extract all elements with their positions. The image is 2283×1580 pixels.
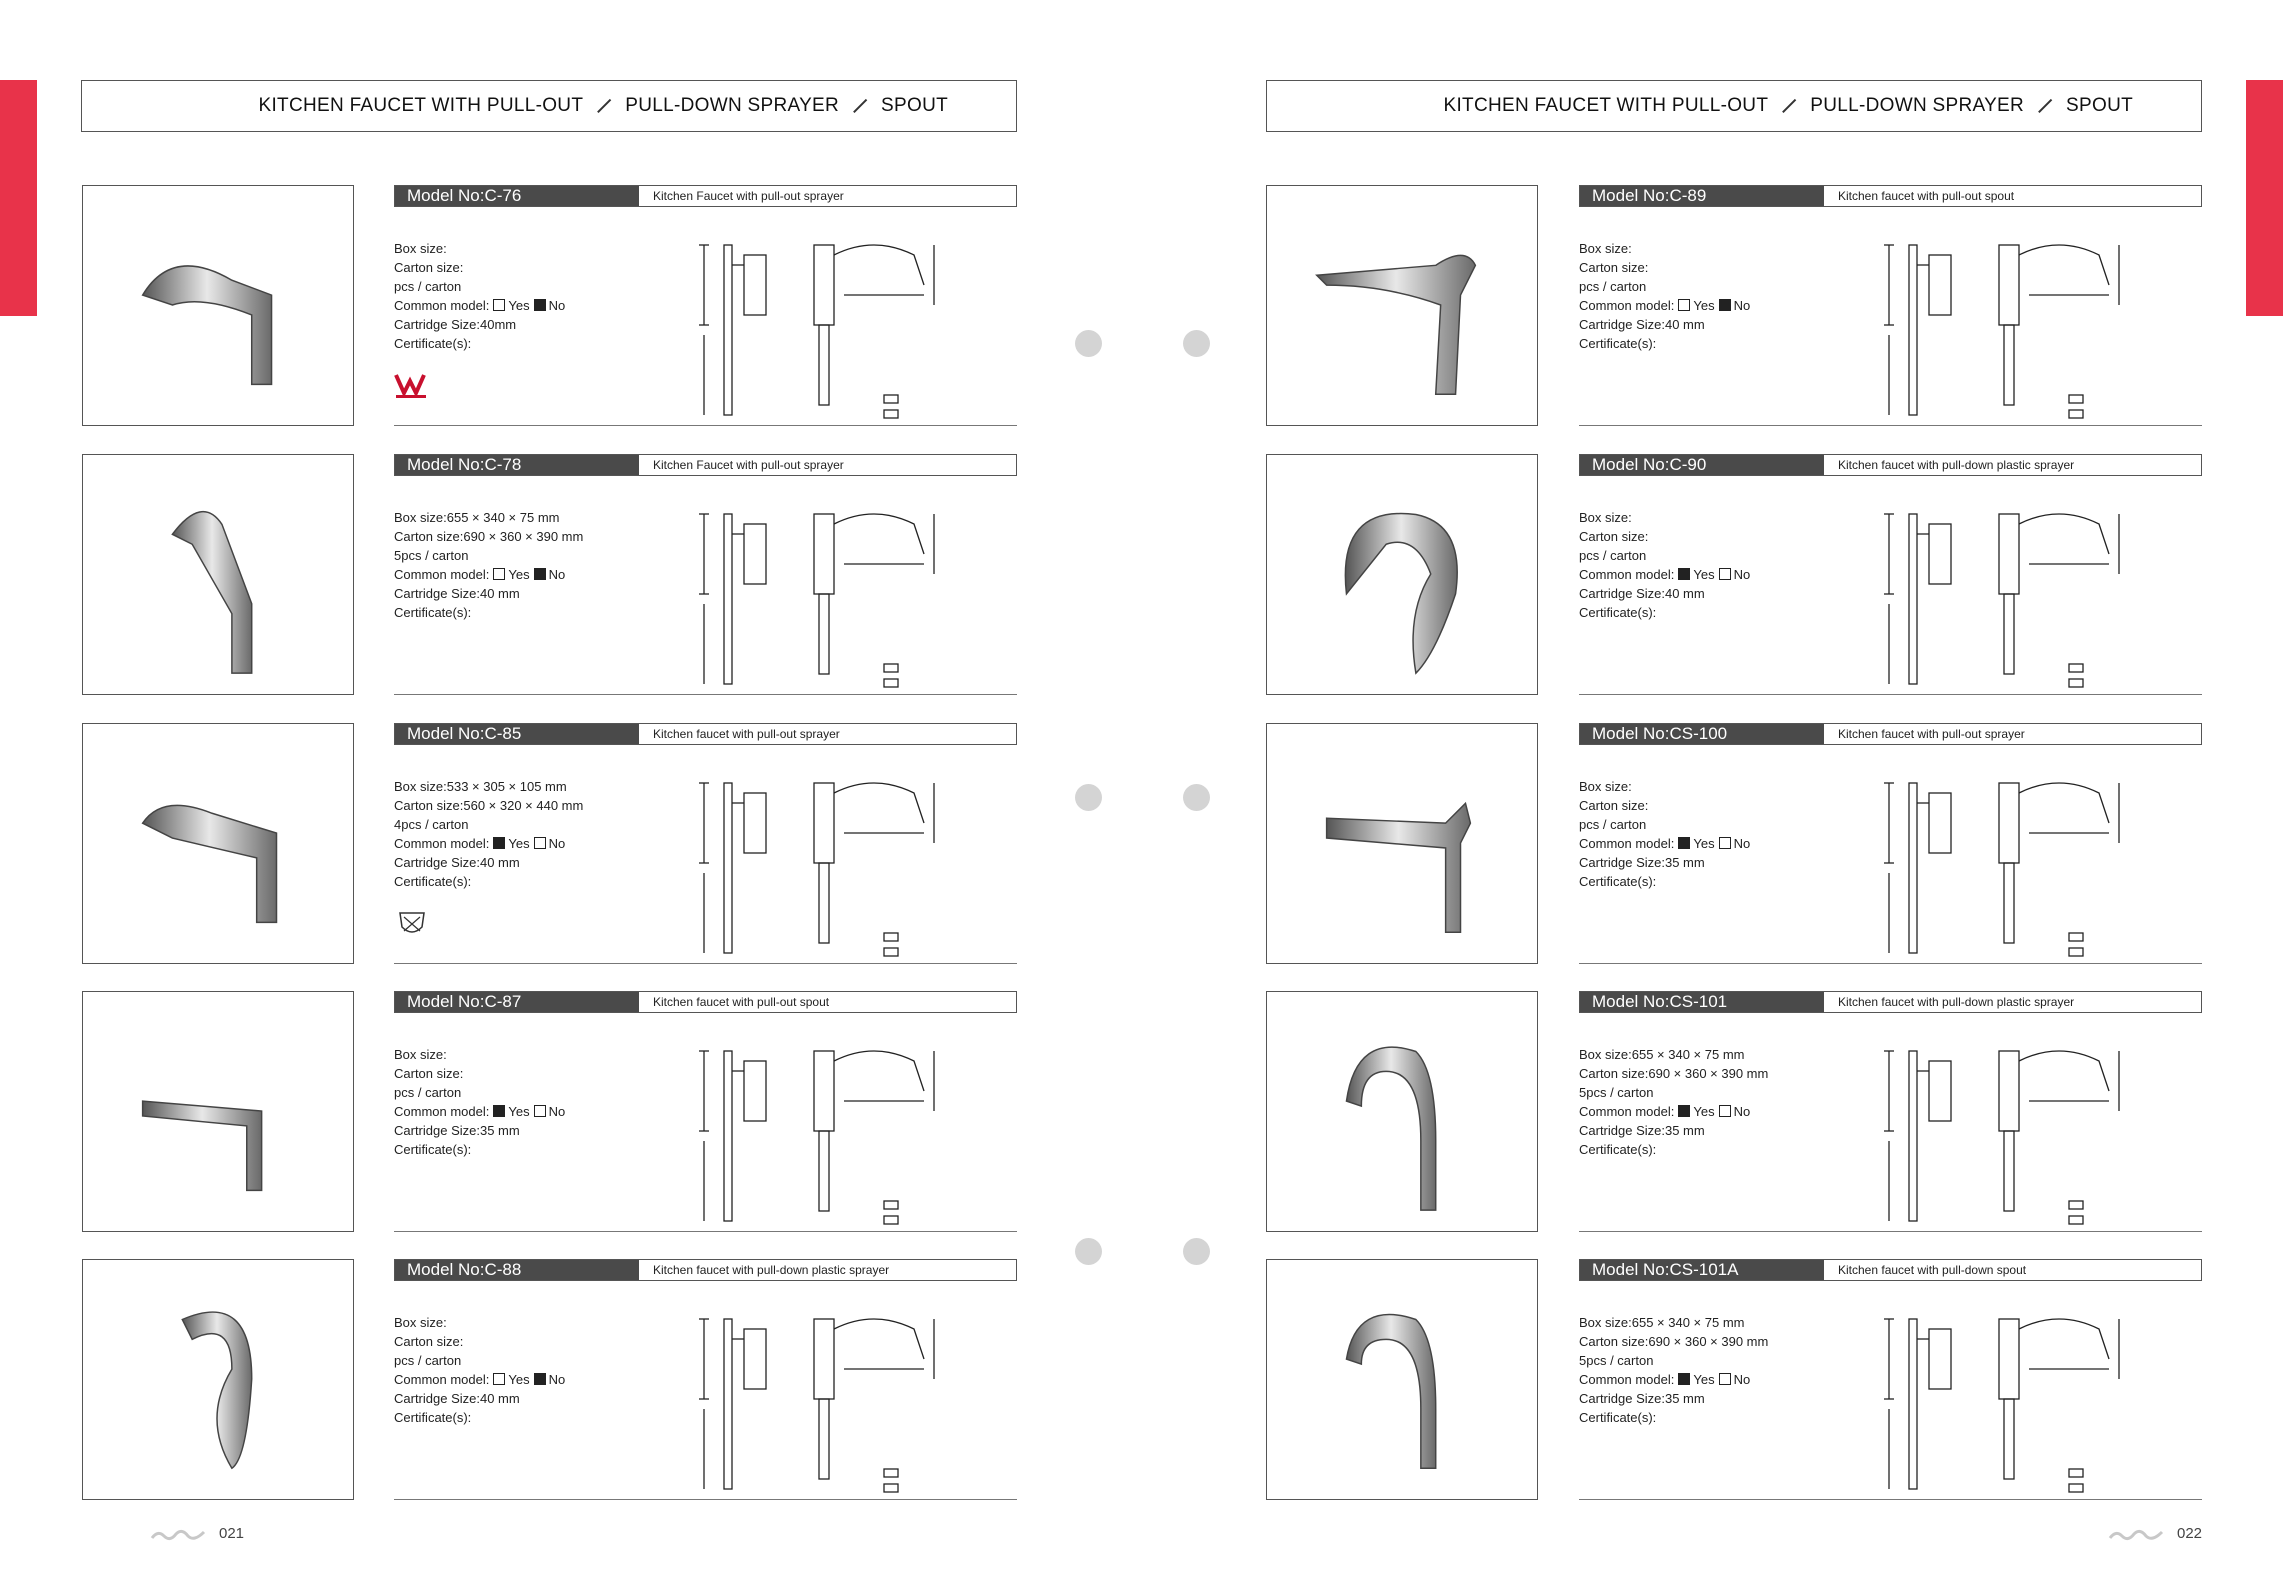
common-model-row: [1579, 1102, 1768, 1121]
pcs-per-carton: 5pcs / carton: [1579, 1085, 1654, 1100]
common-model-label: Common model:: [394, 1104, 490, 1119]
header-part-2: PULL-DOWN SPRAYER: [625, 95, 840, 116]
row-divider: [394, 694, 1017, 695]
box-size: Box size:: [394, 241, 447, 256]
spec-list: [1579, 1313, 1768, 1427]
common-model-row: [394, 1370, 565, 1389]
product-photo: [82, 991, 354, 1232]
carton-size: Carton size:690 × 360 × 390 mm: [1579, 1334, 1769, 1349]
model-number: Model No:C-85: [395, 724, 639, 744]
certificates: Certificate(s):: [1579, 336, 1657, 351]
pcs-per-carton: pcs / carton: [394, 1353, 462, 1368]
header-part-1: KITCHEN FAUCET WITH PULL-OUT: [1443, 95, 1769, 116]
yes-label: Yes: [1693, 1104, 1715, 1119]
yes-checkbox: [1678, 299, 1690, 311]
model-description: Kitchen Faucet with pull-out sprayer: [653, 458, 844, 472]
header-part-3: SPOUT: [881, 95, 948, 116]
model-number: Model No:CS-101A: [1580, 1260, 1824, 1280]
model-description: Kitchen faucet with pull-out spout: [1838, 189, 2015, 203]
spec-list: [394, 508, 583, 622]
spec-list: [394, 1313, 565, 1427]
no-label: No: [548, 298, 566, 313]
common-model-row: [1579, 1370, 1768, 1389]
box-size: Box size:: [1579, 510, 1632, 525]
no-checkbox: [1719, 837, 1731, 849]
common-model-label: Common model:: [1579, 298, 1675, 313]
technical-drawing: [684, 763, 984, 968]
technical-drawing: [684, 1299, 984, 1504]
yes-label: Yes: [508, 567, 530, 582]
box-size: Box size:655 × 340 × 75 mm: [394, 510, 560, 525]
no-label: No: [1733, 1104, 1751, 1119]
technical-drawing: [1869, 1299, 2169, 1504]
common-model-label: Common model:: [394, 836, 490, 851]
spec-list: [394, 1045, 565, 1159]
product-photo: [1266, 723, 1538, 964]
spec-list: [1579, 1045, 1768, 1159]
certificates: Certificate(s):: [394, 1142, 472, 1157]
no-checkbox: [534, 1373, 546, 1385]
yes-checkbox: [1678, 1105, 1690, 1117]
cartridge-size: Cartridge Size:40 mm: [1579, 317, 1705, 332]
pcs-per-carton: 5pcs / carton: [394, 548, 469, 563]
carton-size: Carton size:690 × 360 × 390 mm: [1579, 1066, 1769, 1081]
certificates: Certificate(s):: [1579, 605, 1657, 620]
no-checkbox: [1719, 1105, 1731, 1117]
header-part-1: KITCHEN FAUCET WITH PULL-OUT: [258, 95, 584, 116]
certificates: Certificate(s):: [394, 874, 472, 889]
yes-checkbox: [493, 568, 505, 580]
slash-separator: [1778, 95, 1800, 117]
model-title-bar: [394, 723, 1017, 745]
certificates: Certificate(s):: [394, 605, 472, 620]
technical-drawing: [684, 1031, 984, 1236]
model-title-bar: [394, 185, 1017, 207]
model-title-bar: [1579, 454, 2202, 476]
model-description: Kitchen faucet with pull-down spout: [1838, 1263, 2027, 1277]
no-checkbox: [534, 1105, 546, 1117]
no-checkbox: [534, 837, 546, 849]
brand-logo-mark: [2108, 1528, 2164, 1542]
no-checkbox: [1719, 1373, 1731, 1385]
common-model-row: [394, 565, 583, 584]
left-red-tab: [0, 80, 37, 316]
model-number: Model No:C-78: [395, 455, 639, 475]
common-model-label: Common model:: [1579, 1372, 1675, 1387]
cartridge-size: Cartridge Size:40 mm: [394, 586, 520, 601]
spec-list: [394, 239, 565, 353]
binding-dot: [1183, 1238, 1210, 1265]
cartridge-size: Cartridge Size:40 mm: [394, 855, 520, 870]
binding-dot: [1075, 330, 1102, 357]
cartridge-size: Cartridge Size:40 mm: [394, 1391, 520, 1406]
model-title-bar: [1579, 991, 2202, 1013]
product-photo: [82, 1259, 354, 1500]
yes-checkbox: [493, 837, 505, 849]
no-label: No: [548, 1372, 566, 1387]
row-divider: [1579, 1231, 2202, 1232]
pcs-per-carton: 5pcs / carton: [1579, 1353, 1654, 1368]
product-photo: [1266, 991, 1538, 1232]
product-photo: [1266, 454, 1538, 695]
technical-drawing: [1869, 763, 2169, 968]
page-number-right: 022: [2177, 1525, 2203, 1542]
box-size: Box size:655 × 340 × 75 mm: [1579, 1047, 1745, 1062]
model-number: Model No:CS-100: [1580, 724, 1824, 744]
no-label: No: [548, 567, 566, 582]
slash-separator: [2034, 95, 2056, 117]
product-photo: [82, 454, 354, 695]
binding-dot: [1183, 784, 1210, 811]
model-description: Kitchen faucet with pull-out sprayer: [653, 727, 840, 741]
model-number: Model No:C-87: [395, 992, 639, 1012]
common-model-row: [1579, 834, 1750, 853]
certificates: Certificate(s):: [1579, 874, 1657, 889]
no-checkbox: [1719, 568, 1731, 580]
model-title-bar: [394, 454, 1017, 476]
row-divider: [394, 1231, 1017, 1232]
watermark-logo: [394, 371, 434, 404]
carton-size: Carton size:: [1579, 529, 1649, 544]
carton-size: Carton size:: [394, 1066, 464, 1081]
slash-separator: [593, 95, 615, 117]
model-title-bar: [1579, 723, 2202, 745]
model-description: Kitchen faucet with pull-out spout: [653, 995, 830, 1009]
model-description: Kitchen faucet with pull-out sprayer: [1838, 727, 2025, 741]
carton-size: Carton size:560 × 320 × 440 mm: [394, 798, 584, 813]
product-photo: [1266, 1259, 1538, 1500]
box-size: Box size:655 × 340 × 75 mm: [1579, 1315, 1745, 1330]
product-photo: [82, 723, 354, 964]
spec-list: [1579, 239, 1750, 353]
no-checkbox: [1719, 299, 1731, 311]
model-description: Kitchen faucet with pull-down plastic sprayer: [653, 1263, 890, 1277]
box-size: Box size:: [1579, 241, 1632, 256]
certification-shield-logo: [394, 909, 430, 944]
pcs-per-carton: pcs / carton: [394, 1085, 462, 1100]
model-title-bar: [394, 1259, 1017, 1281]
pcs-per-carton: pcs / carton: [1579, 817, 1647, 832]
model-number: Model No:C-88: [395, 1260, 639, 1280]
pcs-per-carton: 4pcs / carton: [394, 817, 469, 832]
yes-checkbox: [1678, 837, 1690, 849]
certificates: Certificate(s):: [394, 1410, 472, 1425]
yes-label: Yes: [1693, 1372, 1715, 1387]
box-size: Box size:: [1579, 779, 1632, 794]
common-model-row: [394, 834, 583, 853]
yes-checkbox: [1678, 568, 1690, 580]
row-divider: [394, 963, 1017, 964]
common-model-label: Common model:: [394, 298, 490, 313]
yes-label: Yes: [508, 836, 530, 851]
header-part-2: PULL-DOWN SPRAYER: [1810, 95, 2025, 116]
common-model-row: [394, 1102, 565, 1121]
carton-size: Carton size:: [394, 260, 464, 275]
product-photo: [82, 185, 354, 426]
slash-separator: [849, 95, 871, 117]
model-number: Model No:C-76: [395, 186, 639, 206]
binding-dot: [1075, 784, 1102, 811]
yes-checkbox: [493, 299, 505, 311]
spec-list: [1579, 777, 1750, 891]
technical-drawing: [1869, 225, 2169, 430]
no-checkbox: [534, 568, 546, 580]
no-label: No: [548, 1104, 566, 1119]
common-model-label: Common model:: [394, 567, 490, 582]
carton-size: Carton size:690 × 360 × 390 mm: [394, 529, 584, 544]
common-model-label: Common model:: [1579, 836, 1675, 851]
model-title-bar: [1579, 1259, 2202, 1281]
row-divider: [1579, 425, 2202, 426]
common-model-label: Common model:: [394, 1372, 490, 1387]
header-part-3: SPOUT: [2066, 95, 2133, 116]
yes-checkbox: [493, 1105, 505, 1117]
certificates: Certificate(s):: [1579, 1410, 1657, 1425]
yes-label: Yes: [1693, 836, 1715, 851]
no-label: No: [1733, 836, 1751, 851]
box-size: Box size:: [394, 1315, 447, 1330]
pcs-per-carton: pcs / carton: [1579, 279, 1647, 294]
technical-drawing: [1869, 1031, 2169, 1236]
yes-label: Yes: [508, 1104, 530, 1119]
left-page-header: [81, 80, 1017, 132]
yes-label: Yes: [508, 1372, 530, 1387]
binding-dot: [1183, 330, 1210, 357]
row-divider: [394, 1499, 1017, 1500]
technical-drawing: [684, 494, 984, 699]
spec-list: [394, 777, 583, 891]
no-checkbox: [534, 299, 546, 311]
technical-drawing: [684, 225, 984, 430]
model-title-bar: [1579, 185, 2202, 207]
cartridge-size: Cartridge Size:35 mm: [1579, 1123, 1705, 1138]
model-description: Kitchen faucet with pull-down plastic sprayer: [1838, 458, 2075, 472]
no-label: No: [1733, 298, 1751, 313]
right-red-tab: [2246, 80, 2283, 316]
row-divider: [1579, 963, 2202, 964]
pcs-per-carton: pcs / carton: [1579, 548, 1647, 563]
cartridge-size: Cartridge Size:35 mm: [394, 1123, 520, 1138]
yes-label: Yes: [1693, 298, 1715, 313]
page-number-left: 021: [219, 1525, 245, 1542]
technical-drawing: [1869, 494, 2169, 699]
common-model-label: Common model:: [1579, 1104, 1675, 1119]
carton-size: Carton size:: [394, 1334, 464, 1349]
spec-list: [1579, 508, 1750, 622]
no-label: No: [548, 836, 566, 851]
box-size: Box size:533 × 305 × 105 mm: [394, 779, 567, 794]
common-model-label: Common model:: [1579, 567, 1675, 582]
row-divider: [1579, 694, 2202, 695]
carton-size: Carton size:: [1579, 798, 1649, 813]
common-model-row: [394, 296, 565, 315]
right-page-header: [1266, 80, 2202, 132]
yes-checkbox: [1678, 1373, 1690, 1385]
yes-label: Yes: [1693, 567, 1715, 582]
model-number: Model No:C-89: [1580, 186, 1824, 206]
no-label: No: [1733, 567, 1751, 582]
cartridge-size: Cartridge Size:35 mm: [1579, 855, 1705, 870]
model-title-bar: [394, 991, 1017, 1013]
row-divider: [394, 425, 1017, 426]
product-photo: [1266, 185, 1538, 426]
cartridge-size: Cartridge Size:35 mm: [1579, 1391, 1705, 1406]
no-label: No: [1733, 1372, 1751, 1387]
certificates: Certificate(s):: [394, 336, 472, 351]
model-number: Model No:CS-101: [1580, 992, 1824, 1012]
pcs-per-carton: pcs / carton: [394, 279, 462, 294]
box-size: Box size:: [394, 1047, 447, 1062]
yes-label: Yes: [508, 298, 530, 313]
cartridge-size: Cartridge Size:40 mm: [1579, 586, 1705, 601]
common-model-row: [1579, 565, 1750, 584]
brand-logo-mark: [150, 1528, 206, 1542]
yes-checkbox: [493, 1373, 505, 1385]
model-description: Kitchen Faucet with pull-out sprayer: [653, 189, 844, 203]
binding-dot: [1075, 1238, 1102, 1265]
cartridge-size: Cartridge Size:40mm: [394, 317, 517, 332]
model-description: Kitchen faucet with pull-down plastic sprayer: [1838, 995, 2075, 1009]
carton-size: Carton size:: [1579, 260, 1649, 275]
model-number: Model No:C-90: [1580, 455, 1824, 475]
common-model-row: [1579, 296, 1750, 315]
certificates: Certificate(s):: [1579, 1142, 1657, 1157]
row-divider: [1579, 1499, 2202, 1500]
